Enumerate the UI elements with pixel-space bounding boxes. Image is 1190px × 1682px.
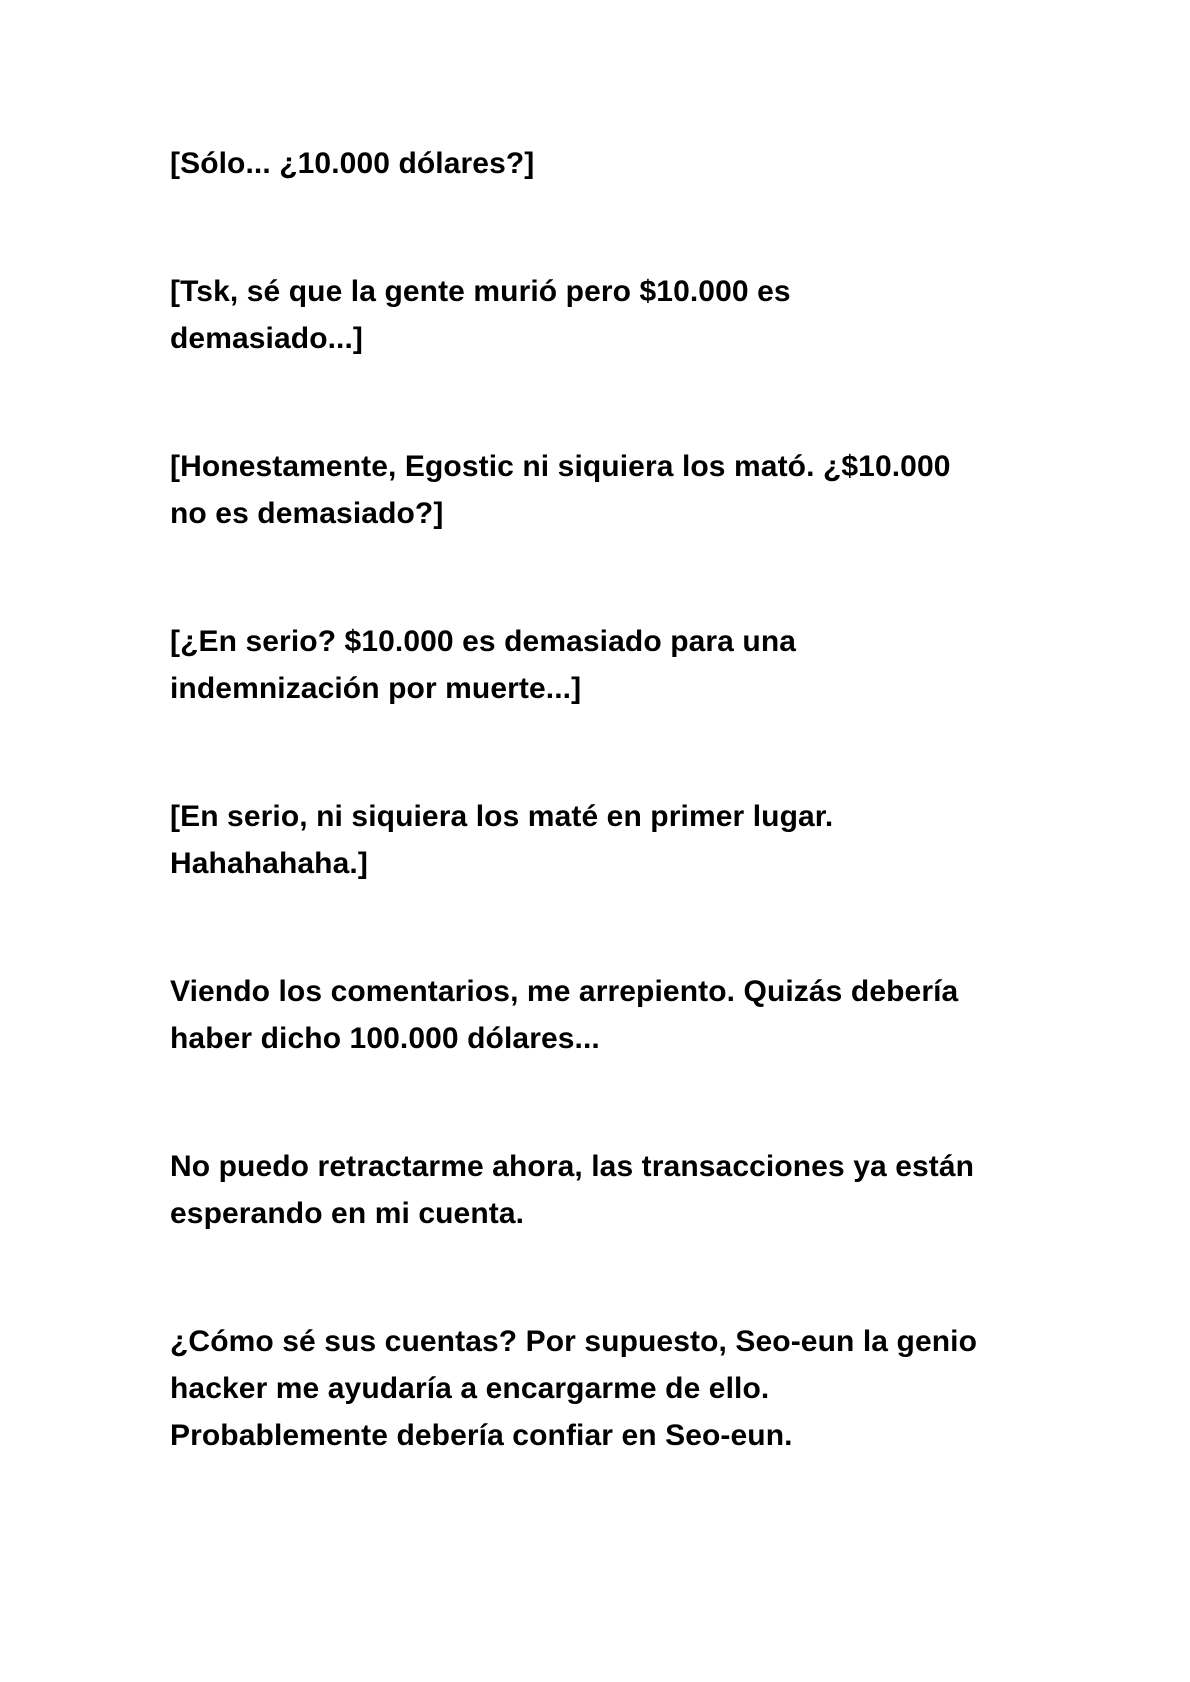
- text-line: No puedo retractarme ahora, las transacciones ya están: [170, 1150, 975, 1183]
- text-line: no es demasiado?]: [170, 497, 444, 530]
- document-body: [170, 140, 1030, 1459]
- text-line: [Tsk, sé que la gente murió pero $10.000 es: [170, 275, 791, 308]
- text-line: indemnización por muerte...]: [170, 672, 582, 705]
- text-line: [Sólo... ¿10.000 dólares?]: [170, 147, 535, 180]
- paragraph-1: [170, 140, 1030, 187]
- text-line: hacker me ayudaría a encargarme de ello.: [170, 1372, 770, 1405]
- paragraph-8: [170, 1318, 1030, 1459]
- text-line: esperando en mi cuenta.: [170, 1197, 525, 1230]
- paragraph-5: [170, 793, 1030, 887]
- text-line: haber dicho 100.000 dólares...: [170, 1022, 600, 1055]
- text-line: Probablemente debería confiar en Seo-eun.: [170, 1419, 793, 1452]
- paragraph-2: [170, 268, 1030, 362]
- text-line: [¿En serio? $10.000 es demasiado para una: [170, 625, 797, 658]
- paragraph-4: [170, 618, 1030, 712]
- text-line: Hahahahaha.]: [170, 847, 368, 880]
- text-line: demasiado...]: [170, 322, 364, 355]
- paragraph-3: [170, 443, 1030, 537]
- text-line: [En serio, ni siquiera los maté en primer lugar.: [170, 800, 834, 833]
- text-line: ¿Cómo sé sus cuentas? Por supuesto, Seo-eun la genio: [170, 1325, 978, 1358]
- paragraph-7: [170, 1143, 1030, 1237]
- text-line: [Honestamente, Egostic ni siquiera los mató. ¿$10.000: [170, 450, 951, 483]
- text-line: Viendo los comentarios, me arrepiento. Quizás debería: [170, 975, 959, 1008]
- paragraph-6: [170, 968, 1030, 1062]
